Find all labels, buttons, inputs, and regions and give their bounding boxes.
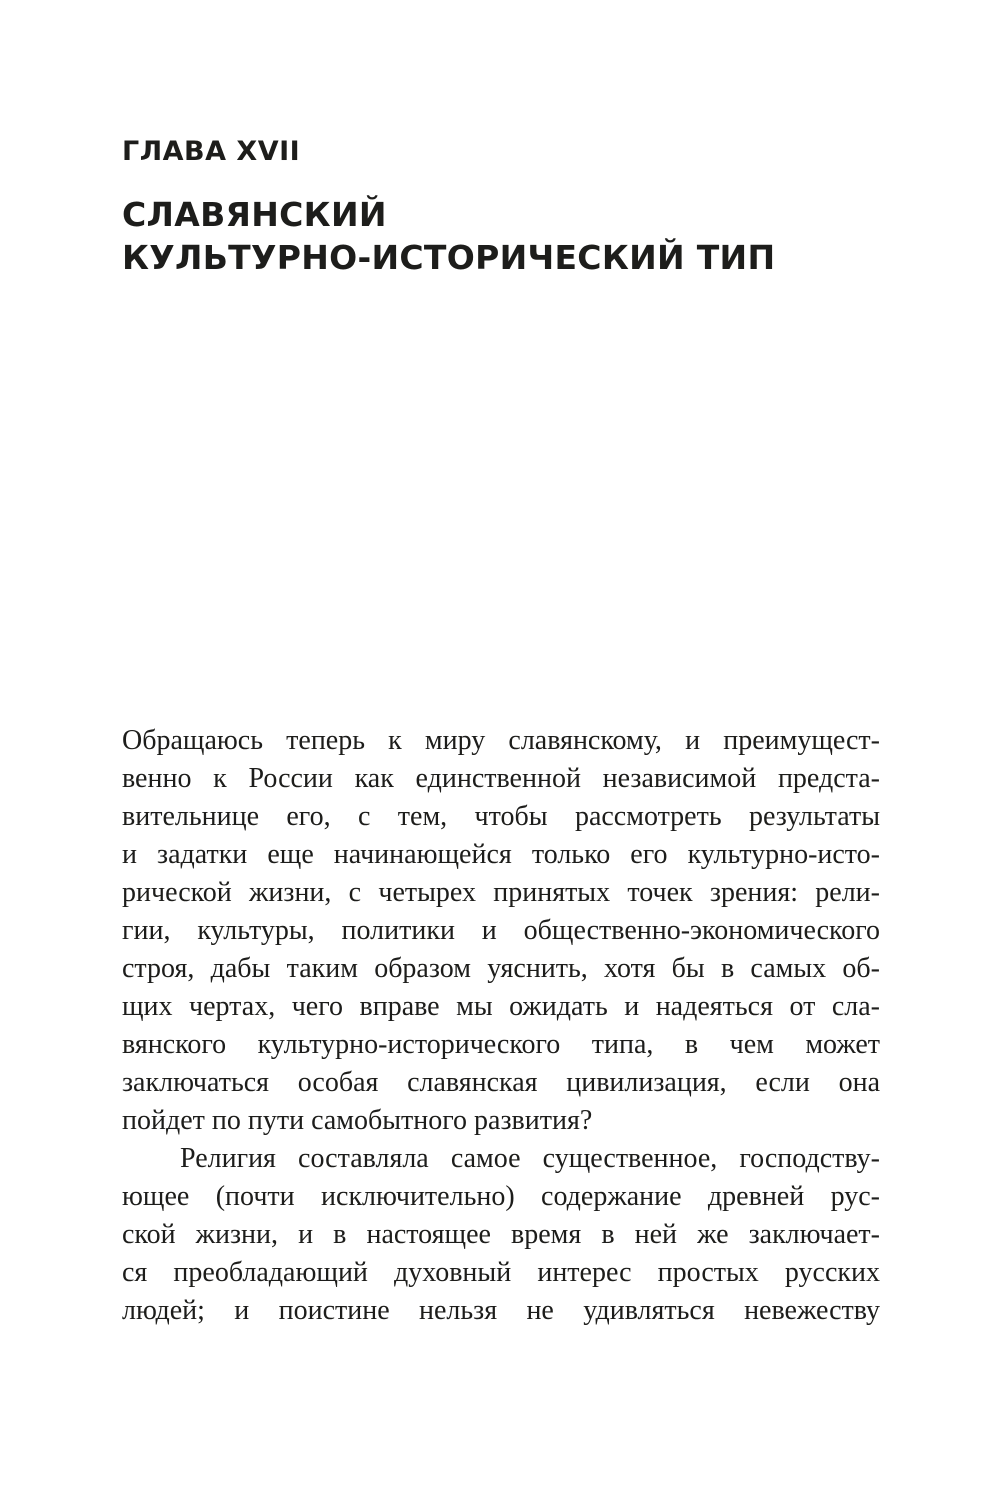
text-line: строя, дабы таким образом уяснить, хотя бы в самых об- xyxy=(122,953,880,984)
paragraph-2 xyxy=(122,1140,880,1330)
text-line: венно к России как единственной независимой предста- xyxy=(122,763,880,794)
text-line: гии, культуры, политики и общественно-экономического xyxy=(122,915,880,946)
text-line: ющее (почти исключительно) содержание древней рус- xyxy=(122,1181,880,1212)
text-line: пойдет по пути самобытного развития? xyxy=(122,1105,593,1136)
text-line: Обращаюсь теперь к миру славянскому, и преимущест- xyxy=(122,725,880,756)
chapter-title-line: СЛАВЯНСКИЙ xyxy=(122,195,387,234)
chapter-label: ГЛАВА XVII xyxy=(122,136,301,167)
text-line: и задатки еще начинающейся только его культурно-исто- xyxy=(122,839,880,870)
chapter-title xyxy=(122,193,902,279)
text-line: рической жизни, с четырех принятых точек зрения: рели- xyxy=(122,877,880,908)
text-line: ской жизни, и в настоящее время в ней же заключает- xyxy=(122,1219,880,1250)
text-line: вянского культурно-исторического типа, в чем может xyxy=(122,1029,880,1060)
paragraph-1 xyxy=(122,722,880,1140)
text-line: людей; и поистине нельзя не удивляться невежеству xyxy=(122,1295,880,1326)
chapter-title-line: КУЛЬТУРНО-ИСТОРИЧЕСКИЙ ТИП xyxy=(122,238,776,277)
text-line: Религия составляла самое существенное, господству- xyxy=(180,1143,880,1174)
body-text xyxy=(122,722,880,1330)
text-line: вительнице его, с тем, чтобы рассмотреть результаты xyxy=(122,801,880,832)
text-line: щих чертах, чего вправе мы ожидать и надеяться от сла- xyxy=(122,991,880,1022)
text-line: ся преобладающий духовный интерес простых русских xyxy=(122,1257,880,1288)
text-line: заключаться особая славянская цивилизация, если она xyxy=(122,1067,880,1098)
